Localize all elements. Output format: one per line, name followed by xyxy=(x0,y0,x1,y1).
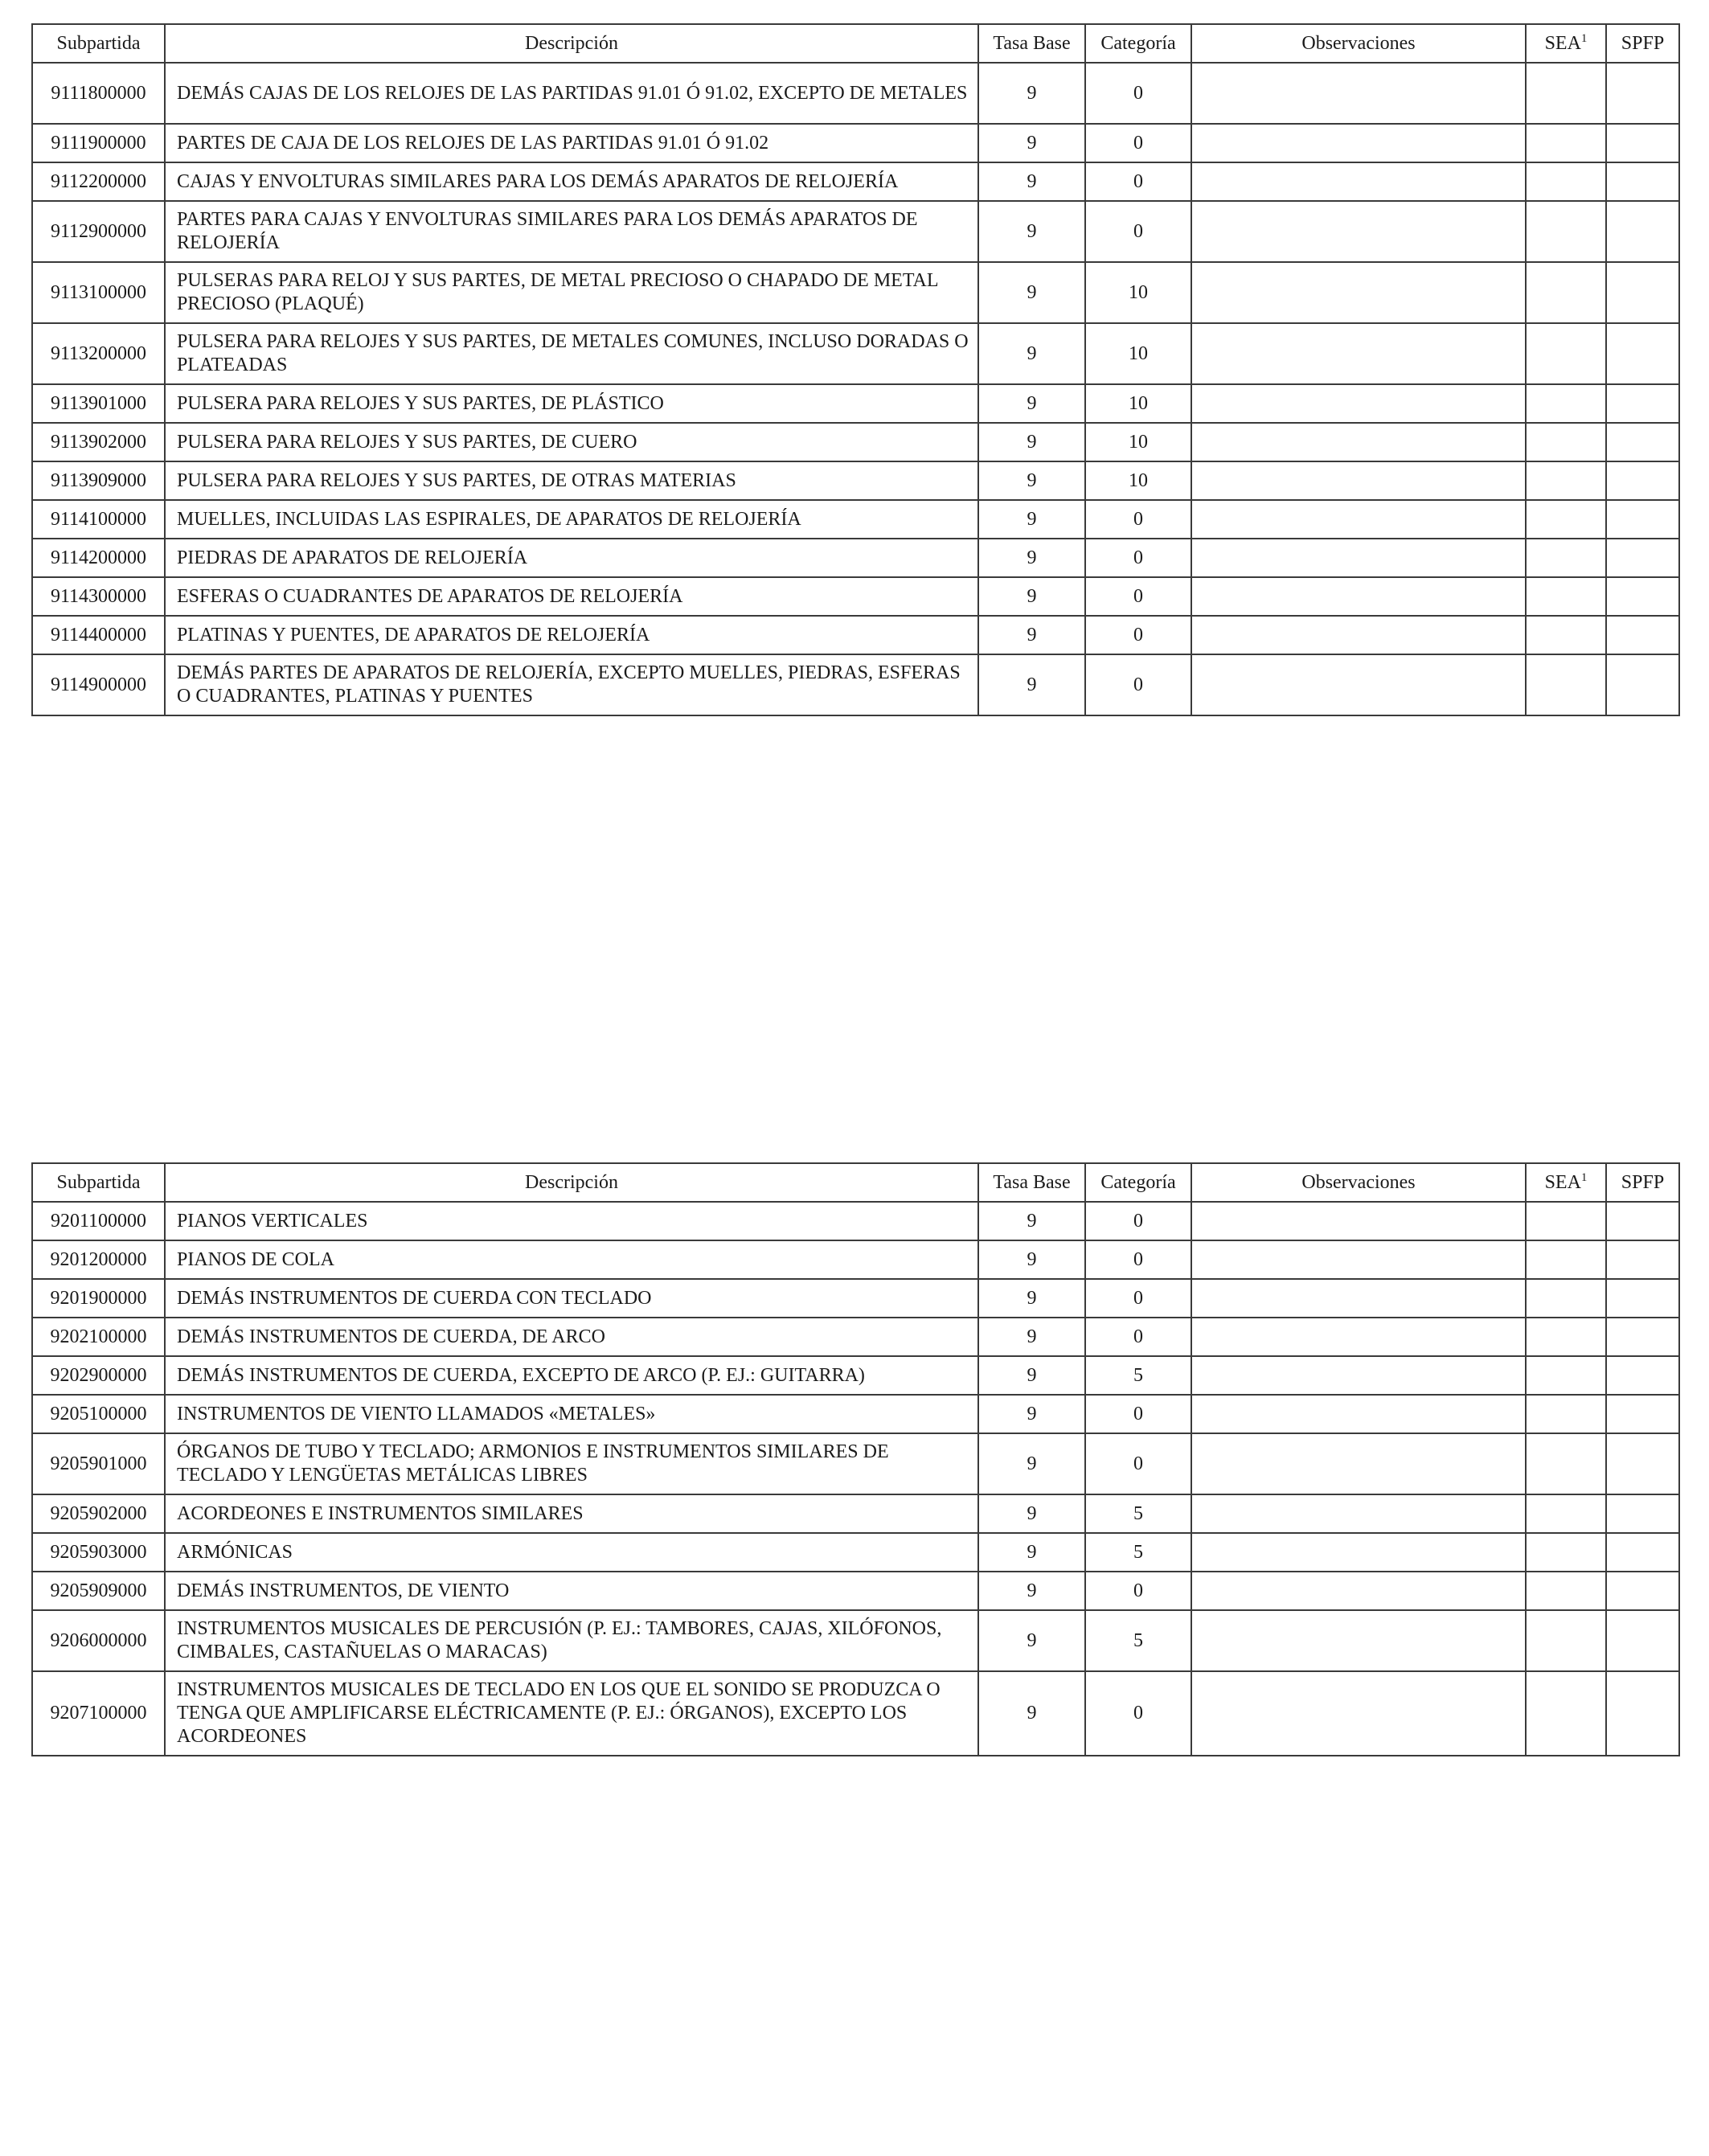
cell-observaciones xyxy=(1191,1202,1526,1240)
cell-subpartida: 9202900000 xyxy=(32,1356,165,1395)
cell-descripcion: DEMÁS PARTES DE APARATOS DE RELOJERÍA, EXCEPTO MUELLES, PIEDRAS, ESFERAS O CUADRANTES, PLATINAS Y PUENTES xyxy=(165,654,978,715)
cell-tasa-base: 9 xyxy=(978,1671,1085,1756)
cell-categoria: 0 xyxy=(1085,201,1191,262)
cell-observaciones xyxy=(1191,384,1526,423)
cell-subpartida: 9207100000 xyxy=(32,1671,165,1756)
table-row xyxy=(32,1318,1679,1356)
cell-spfp xyxy=(1606,1356,1679,1395)
cell-categoria: 0 xyxy=(1085,1433,1191,1494)
header-sea-label: SEA xyxy=(1544,1171,1581,1193)
cell-descripcion: PULSERAS PARA RELOJ Y SUS PARTES, DE METAL PRECIOSO O CHAPADO DE METAL PRECIOSO (PLAQUÉ) xyxy=(165,262,978,323)
cell-subpartida: 9114100000 xyxy=(32,500,165,539)
cell-observaciones xyxy=(1191,262,1526,323)
cell-sea xyxy=(1526,577,1606,616)
cell-categoria: 0 xyxy=(1085,616,1191,654)
footnote-marker: 1 xyxy=(1580,31,1588,45)
header-categoria: Categoría xyxy=(1085,24,1191,63)
cell-spfp xyxy=(1606,539,1679,577)
header-spfp: SPFP xyxy=(1606,24,1679,63)
cell-spfp xyxy=(1606,1318,1679,1356)
cell-tasa-base: 9 xyxy=(978,539,1085,577)
cell-observaciones xyxy=(1191,423,1526,461)
cell-observaciones xyxy=(1191,1494,1526,1533)
table-row xyxy=(32,539,1679,577)
cell-tasa-base: 9 xyxy=(978,1356,1085,1395)
table-body xyxy=(32,1202,1679,1756)
cell-observaciones xyxy=(1191,1433,1526,1494)
table-row xyxy=(32,1356,1679,1395)
cell-sea xyxy=(1526,1279,1606,1318)
cell-sea xyxy=(1526,1356,1606,1395)
table-body xyxy=(32,63,1679,715)
cell-spfp xyxy=(1606,323,1679,384)
cell-categoria: 10 xyxy=(1085,323,1191,384)
cell-observaciones xyxy=(1191,1279,1526,1318)
cell-descripcion: PULSERA PARA RELOJES Y SUS PARTES, DE PLÁSTICO xyxy=(165,384,978,423)
table-row xyxy=(32,124,1679,162)
cell-categoria: 0 xyxy=(1085,539,1191,577)
table-header-row xyxy=(32,1163,1679,1202)
cell-observaciones xyxy=(1191,500,1526,539)
cell-spfp xyxy=(1606,423,1679,461)
cell-sea xyxy=(1526,423,1606,461)
cell-sea xyxy=(1526,461,1606,500)
cell-subpartida: 9111800000 xyxy=(32,63,165,124)
cell-observaciones xyxy=(1191,323,1526,384)
cell-categoria: 10 xyxy=(1085,384,1191,423)
cell-sea xyxy=(1526,616,1606,654)
cell-categoria: 10 xyxy=(1085,423,1191,461)
cell-tasa-base: 9 xyxy=(978,654,1085,715)
cell-categoria: 10 xyxy=(1085,461,1191,500)
cell-descripcion: PARTES PARA CAJAS Y ENVOLTURAS SIMILARES PARA LOS DEMÁS APARATOS DE RELOJERÍA xyxy=(165,201,978,262)
cell-spfp xyxy=(1606,1610,1679,1671)
cell-subpartida: 9205902000 xyxy=(32,1494,165,1533)
cell-sea xyxy=(1526,1533,1606,1572)
cell-observaciones xyxy=(1191,461,1526,500)
cell-tasa-base: 9 xyxy=(978,423,1085,461)
cell-subpartida: 9113200000 xyxy=(32,323,165,384)
cell-tasa-base: 9 xyxy=(978,262,1085,323)
cell-spfp xyxy=(1606,124,1679,162)
table-row xyxy=(32,384,1679,423)
cell-subpartida: 9205909000 xyxy=(32,1572,165,1610)
cell-descripcion: INSTRUMENTOS MUSICALES DE PERCUSIÓN (P. EJ.: TAMBORES, CAJAS, XILÓFONOS, CIMBALES, CASTAÑUELAS O MARACAS) xyxy=(165,1610,978,1671)
cell-subpartida: 9114900000 xyxy=(32,654,165,715)
cell-spfp xyxy=(1606,500,1679,539)
cell-sea xyxy=(1526,1395,1606,1433)
table-row xyxy=(32,1610,1679,1671)
cell-subpartida: 9205903000 xyxy=(32,1533,165,1572)
cell-tasa-base: 9 xyxy=(978,201,1085,262)
cell-spfp xyxy=(1606,1240,1679,1279)
cell-spfp xyxy=(1606,262,1679,323)
cell-spfp xyxy=(1606,577,1679,616)
table-row xyxy=(32,323,1679,384)
cell-tasa-base: 9 xyxy=(978,577,1085,616)
cell-sea xyxy=(1526,1494,1606,1533)
cell-categoria: 0 xyxy=(1085,1202,1191,1240)
table-row xyxy=(32,423,1679,461)
cell-spfp xyxy=(1606,63,1679,124)
cell-sea xyxy=(1526,1240,1606,1279)
cell-categoria: 0 xyxy=(1085,1671,1191,1756)
cell-observaciones xyxy=(1191,539,1526,577)
cell-tasa-base: 9 xyxy=(978,1240,1085,1279)
cell-descripcion: PULSERA PARA RELOJES Y SUS PARTES, DE OTRAS MATERIAS xyxy=(165,461,978,500)
cell-observaciones xyxy=(1191,1671,1526,1756)
header-sea xyxy=(1526,24,1606,63)
cell-descripcion: ACORDEONES E INSTRUMENTOS SIMILARES xyxy=(165,1494,978,1533)
cell-sea xyxy=(1526,323,1606,384)
cell-observaciones xyxy=(1191,654,1526,715)
cell-observaciones xyxy=(1191,1572,1526,1610)
cell-categoria: 0 xyxy=(1085,1395,1191,1433)
cell-categoria: 0 xyxy=(1085,1240,1191,1279)
cell-categoria: 0 xyxy=(1085,1318,1191,1356)
cell-observaciones xyxy=(1191,1356,1526,1395)
table-row xyxy=(32,577,1679,616)
cell-descripcion: ARMÓNICAS xyxy=(165,1533,978,1572)
cell-sea xyxy=(1526,384,1606,423)
header-categoria: Categoría xyxy=(1085,1163,1191,1202)
cell-descripcion: PIEDRAS DE APARATOS DE RELOJERÍA xyxy=(165,539,978,577)
cell-subpartida: 9113901000 xyxy=(32,384,165,423)
table-row xyxy=(32,1202,1679,1240)
cell-categoria: 0 xyxy=(1085,1572,1191,1610)
cell-tasa-base: 9 xyxy=(978,1318,1085,1356)
cell-descripcion: PLATINAS Y PUENTES, DE APARATOS DE RELOJERÍA xyxy=(165,616,978,654)
cell-categoria: 0 xyxy=(1085,654,1191,715)
header-subpartida: Subpartida xyxy=(32,1163,165,1202)
cell-subpartida: 9206000000 xyxy=(32,1610,165,1671)
table-row xyxy=(32,1395,1679,1433)
cell-descripcion: PARTES DE CAJA DE LOS RELOJES DE LAS PARTIDAS 91.01 Ó 91.02 xyxy=(165,124,978,162)
cell-spfp xyxy=(1606,616,1679,654)
table-row xyxy=(32,1494,1679,1533)
table-row xyxy=(32,201,1679,262)
cell-subpartida: 9114400000 xyxy=(32,616,165,654)
cell-spfp xyxy=(1606,1572,1679,1610)
header-spfp: SPFP xyxy=(1606,1163,1679,1202)
cell-categoria: 10 xyxy=(1085,262,1191,323)
cell-spfp xyxy=(1606,1202,1679,1240)
cell-tasa-base: 9 xyxy=(978,1433,1085,1494)
cell-subpartida: 9114300000 xyxy=(32,577,165,616)
table-row xyxy=(32,1433,1679,1494)
table-row xyxy=(32,500,1679,539)
cell-tasa-base: 9 xyxy=(978,616,1085,654)
header-observaciones: Observaciones xyxy=(1191,1163,1526,1202)
cell-subpartida: 9113100000 xyxy=(32,262,165,323)
table-header-row xyxy=(32,24,1679,63)
cell-tasa-base: 9 xyxy=(978,63,1085,124)
cell-tasa-base: 9 xyxy=(978,124,1085,162)
cell-observaciones xyxy=(1191,63,1526,124)
header-tasa-base: Tasa Base xyxy=(978,1163,1085,1202)
cell-tasa-base: 9 xyxy=(978,1202,1085,1240)
cell-sea xyxy=(1526,162,1606,201)
cell-sea xyxy=(1526,1610,1606,1671)
cell-spfp xyxy=(1606,1433,1679,1494)
cell-tasa-base: 9 xyxy=(978,1533,1085,1572)
cell-descripcion: PIANOS DE COLA xyxy=(165,1240,978,1279)
tariff-table-chapter-91 xyxy=(31,23,1680,716)
cell-subpartida: 9112200000 xyxy=(32,162,165,201)
cell-tasa-base: 9 xyxy=(978,461,1085,500)
table-row xyxy=(32,616,1679,654)
cell-descripcion: MUELLES, INCLUIDAS LAS ESPIRALES, DE APARATOS DE RELOJERÍA xyxy=(165,500,978,539)
table-row xyxy=(32,1279,1679,1318)
cell-categoria: 0 xyxy=(1085,500,1191,539)
header-sea-label: SEA xyxy=(1544,32,1581,54)
cell-spfp xyxy=(1606,1279,1679,1318)
cell-categoria: 0 xyxy=(1085,124,1191,162)
header-subpartida: Subpartida xyxy=(32,24,165,63)
cell-sea xyxy=(1526,500,1606,539)
table-row xyxy=(32,461,1679,500)
cell-subpartida: 9201200000 xyxy=(32,1240,165,1279)
cell-subpartida: 9202100000 xyxy=(32,1318,165,1356)
cell-subpartida: 9113909000 xyxy=(32,461,165,500)
cell-sea xyxy=(1526,1572,1606,1610)
cell-descripcion: DEMÁS CAJAS DE LOS RELOJES DE LAS PARTIDAS 91.01 Ó 91.02, EXCEPTO DE METALES xyxy=(165,63,978,124)
cell-observaciones xyxy=(1191,1395,1526,1433)
cell-spfp xyxy=(1606,201,1679,262)
table-row xyxy=(32,1671,1679,1756)
cell-categoria: 0 xyxy=(1085,1279,1191,1318)
cell-spfp xyxy=(1606,461,1679,500)
cell-descripcion: DEMÁS INSTRUMENTOS DE CUERDA CON TECLADO xyxy=(165,1279,978,1318)
table-row xyxy=(32,262,1679,323)
cell-subpartida: 9113902000 xyxy=(32,423,165,461)
table-row xyxy=(32,1572,1679,1610)
footnote-marker: 1 xyxy=(1580,1170,1588,1184)
cell-spfp xyxy=(1606,1671,1679,1756)
cell-descripcion: CAJAS Y ENVOLTURAS SIMILARES PARA LOS DEMÁS APARATOS DE RELOJERÍA xyxy=(165,162,978,201)
cell-descripcion: PULSERA PARA RELOJES Y SUS PARTES, DE CUERO xyxy=(165,423,978,461)
cell-subpartida: 9201100000 xyxy=(32,1202,165,1240)
cell-descripcion: ÓRGANOS DE TUBO Y TECLADO; ARMONIOS E INSTRUMENTOS SIMILARES DE TECLADO Y LENGÜETAS METÁLICAS LIBRES xyxy=(165,1433,978,1494)
header-descripcion: Descripción xyxy=(165,1163,978,1202)
cell-sea xyxy=(1526,1671,1606,1756)
cell-spfp xyxy=(1606,1395,1679,1433)
cell-observaciones xyxy=(1191,1610,1526,1671)
cell-observaciones xyxy=(1191,1240,1526,1279)
cell-tasa-base: 9 xyxy=(978,500,1085,539)
cell-subpartida: 9205901000 xyxy=(32,1433,165,1494)
cell-observaciones xyxy=(1191,616,1526,654)
header-observaciones: Observaciones xyxy=(1191,24,1526,63)
cell-spfp xyxy=(1606,654,1679,715)
cell-subpartida: 9114200000 xyxy=(32,539,165,577)
cell-observaciones xyxy=(1191,162,1526,201)
cell-tasa-base: 9 xyxy=(978,162,1085,201)
cell-subpartida: 9201900000 xyxy=(32,1279,165,1318)
cell-categoria: 0 xyxy=(1085,577,1191,616)
cell-sea xyxy=(1526,539,1606,577)
cell-observaciones xyxy=(1191,1533,1526,1572)
cell-descripcion: INSTRUMENTOS DE VIENTO LLAMADOS «METALES» xyxy=(165,1395,978,1433)
cell-tasa-base: 9 xyxy=(978,1610,1085,1671)
cell-descripcion: ESFERAS O CUADRANTES DE APARATOS DE RELOJERÍA xyxy=(165,577,978,616)
cell-sea xyxy=(1526,654,1606,715)
cell-categoria: 5 xyxy=(1085,1494,1191,1533)
cell-observaciones xyxy=(1191,201,1526,262)
cell-spfp xyxy=(1606,162,1679,201)
header-descripcion: Descripción xyxy=(165,24,978,63)
cell-sea xyxy=(1526,262,1606,323)
cell-sea xyxy=(1526,1433,1606,1494)
cell-categoria: 5 xyxy=(1085,1610,1191,1671)
cell-descripcion: DEMÁS INSTRUMENTOS, DE VIENTO xyxy=(165,1572,978,1610)
cell-tasa-base: 9 xyxy=(978,1395,1085,1433)
header-sea xyxy=(1526,1163,1606,1202)
table-row xyxy=(32,1240,1679,1279)
cell-tasa-base: 9 xyxy=(978,323,1085,384)
cell-observaciones xyxy=(1191,1318,1526,1356)
cell-categoria: 0 xyxy=(1085,63,1191,124)
cell-subpartida: 9112900000 xyxy=(32,201,165,262)
table-row xyxy=(32,162,1679,201)
cell-sea xyxy=(1526,201,1606,262)
cell-descripcion: PIANOS VERTICALES xyxy=(165,1202,978,1240)
cell-descripcion: PULSERA PARA RELOJES Y SUS PARTES, DE METALES COMUNES, INCLUSO DORADAS O PLATEADAS xyxy=(165,323,978,384)
cell-spfp xyxy=(1606,1494,1679,1533)
cell-tasa-base: 9 xyxy=(978,1494,1085,1533)
cell-subpartida: 9205100000 xyxy=(32,1395,165,1433)
tariff-table-chapter-92 xyxy=(31,1162,1680,1756)
table-row xyxy=(32,1533,1679,1572)
cell-observaciones xyxy=(1191,124,1526,162)
header-tasa-base: Tasa Base xyxy=(978,24,1085,63)
cell-descripcion: INSTRUMENTOS MUSICALES DE TECLADO EN LOS QUE EL SONIDO SE PRODUZCA O TENGA QUE AMPLIFICARSE ELÉCTRICAMENTE (P. EJ.: ÓRGANOS), EXCEPTO LOS ACORDEONES xyxy=(165,1671,978,1756)
cell-subpartida: 9111900000 xyxy=(32,124,165,162)
cell-sea xyxy=(1526,63,1606,124)
cell-sea xyxy=(1526,124,1606,162)
cell-sea xyxy=(1526,1318,1606,1356)
cell-descripcion: DEMÁS INSTRUMENTOS DE CUERDA, DE ARCO xyxy=(165,1318,978,1356)
cell-spfp xyxy=(1606,384,1679,423)
cell-categoria: 5 xyxy=(1085,1533,1191,1572)
cell-categoria: 0 xyxy=(1085,162,1191,201)
cell-sea xyxy=(1526,1202,1606,1240)
cell-tasa-base: 9 xyxy=(978,1279,1085,1318)
table-row xyxy=(32,654,1679,715)
cell-tasa-base: 9 xyxy=(978,1572,1085,1610)
cell-categoria: 5 xyxy=(1085,1356,1191,1395)
cell-tasa-base: 9 xyxy=(978,384,1085,423)
cell-spfp xyxy=(1606,1533,1679,1572)
cell-descripcion: DEMÁS INSTRUMENTOS DE CUERDA, EXCEPTO DE ARCO (P. EJ.: GUITARRA) xyxy=(165,1356,978,1395)
table-row xyxy=(32,63,1679,124)
cell-observaciones xyxy=(1191,577,1526,616)
